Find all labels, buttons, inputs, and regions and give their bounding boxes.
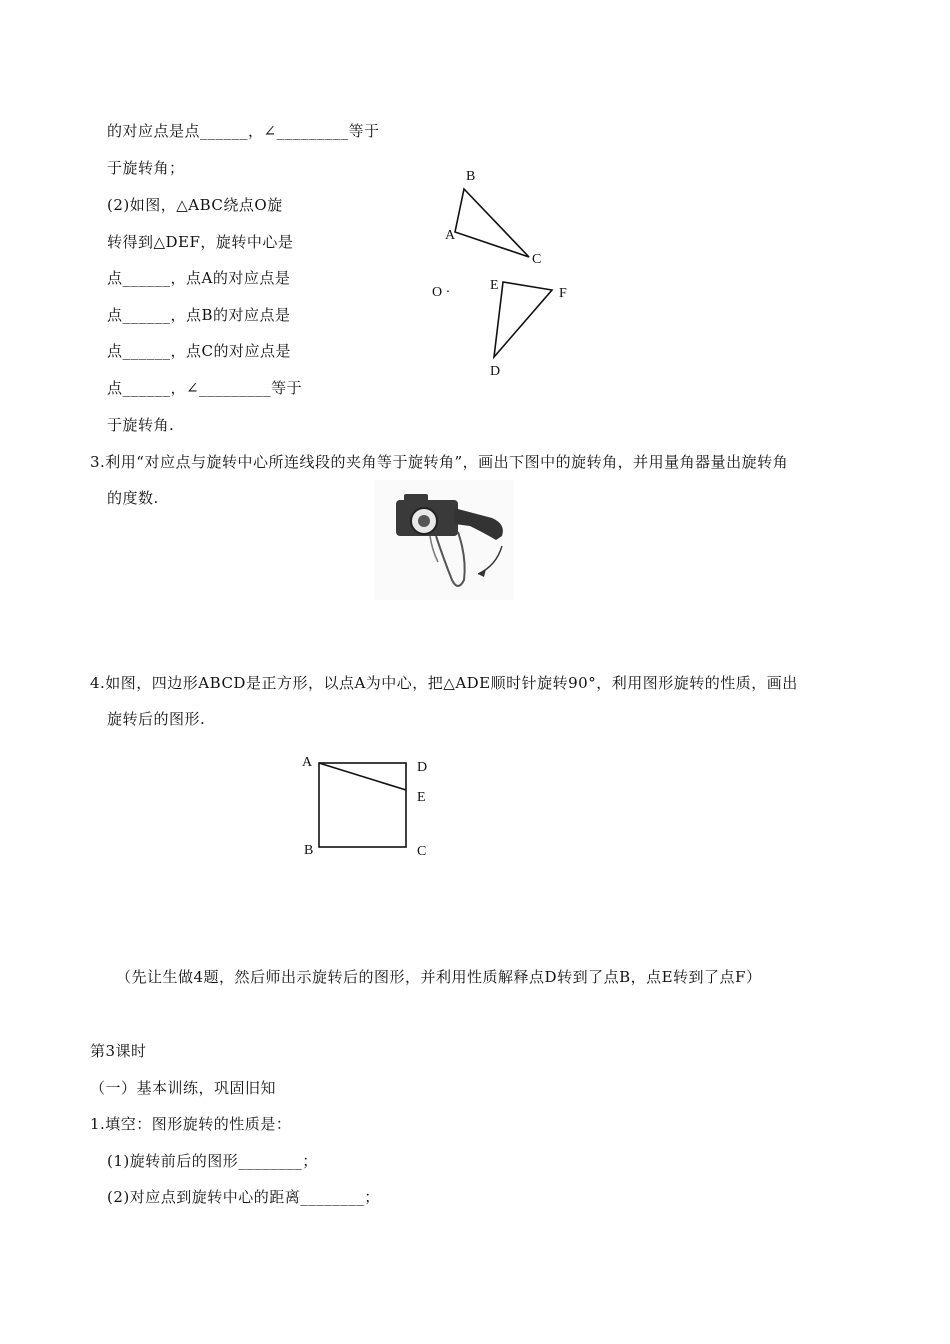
q4-line-1: 4.如图，四边形ABCD是正方形，以点A为中心，把△ADE顺时针旋转90°，利用图形旋转的性质，画出 [90, 674, 798, 692]
lesson3-item-1: (1)旋转前后的图形________； [107, 1152, 318, 1170]
q4-line-2: 旋转后的图形. [107, 710, 206, 728]
lesson3-item-2: (2)对应点到旋转中心的距离________； [107, 1188, 380, 1206]
triangle-abc [455, 189, 529, 257]
label-d: D [417, 760, 428, 775]
q2-line-4: 转得到△DEF，旋转中心是 [107, 233, 294, 251]
teacher-note: （先让生做4题，然后师出示旋转后的图形，并利用性质解释点D转到了点B，点E转到了点F） [116, 968, 762, 986]
label-a: A [302, 755, 313, 770]
label-b: B [304, 843, 314, 858]
q2-line-7: 点______，点C的对应点是 [107, 342, 291, 360]
square-abcd-figure [296, 748, 436, 863]
q2-line-3: (2)如图，△ABC绕点O旋 [107, 196, 283, 214]
lesson3-title: 第3课时 [90, 1042, 147, 1060]
label-o: O · [432, 285, 451, 300]
triangle-rotation-figure [420, 160, 590, 385]
lesson3-q1: 1.填空：图形旋转的性质是： [90, 1115, 292, 1133]
q2-line-9: 于旋转角. [107, 416, 175, 434]
q2-line-8: 点______，∠_________等于 [107, 379, 303, 397]
square-abcd [319, 763, 406, 847]
label-c: C [417, 844, 427, 859]
triangle-def [494, 282, 552, 357]
q3-line-1: 3.利用“对应点与旋转中心所连线段的夹角等于旋转角”，画出下图中的旋转角，并用量角器量出旋转角 [90, 453, 789, 471]
q2-line-5: 点______，点A的对应点是 [107, 269, 291, 287]
q2-line-2: 于旋转角； [107, 159, 185, 177]
camera-image [374, 480, 514, 600]
lesson3-section: （一）基本训练，巩固旧知 [90, 1079, 277, 1097]
segment-ae [319, 763, 406, 790]
q2-line-6: 点______，点B的对应点是 [107, 306, 291, 324]
label-c: C [532, 252, 542, 267]
label-f: F [559, 286, 567, 301]
label-e: E [417, 790, 426, 805]
q2-line-1: 的对应点是点______，∠_________等于 [107, 122, 380, 140]
label-a: A [445, 228, 456, 243]
label-d: D [490, 364, 501, 379]
q3-line-2: 的度数. [107, 489, 159, 507]
label-e: E [490, 278, 499, 293]
label-b: B [466, 169, 476, 184]
